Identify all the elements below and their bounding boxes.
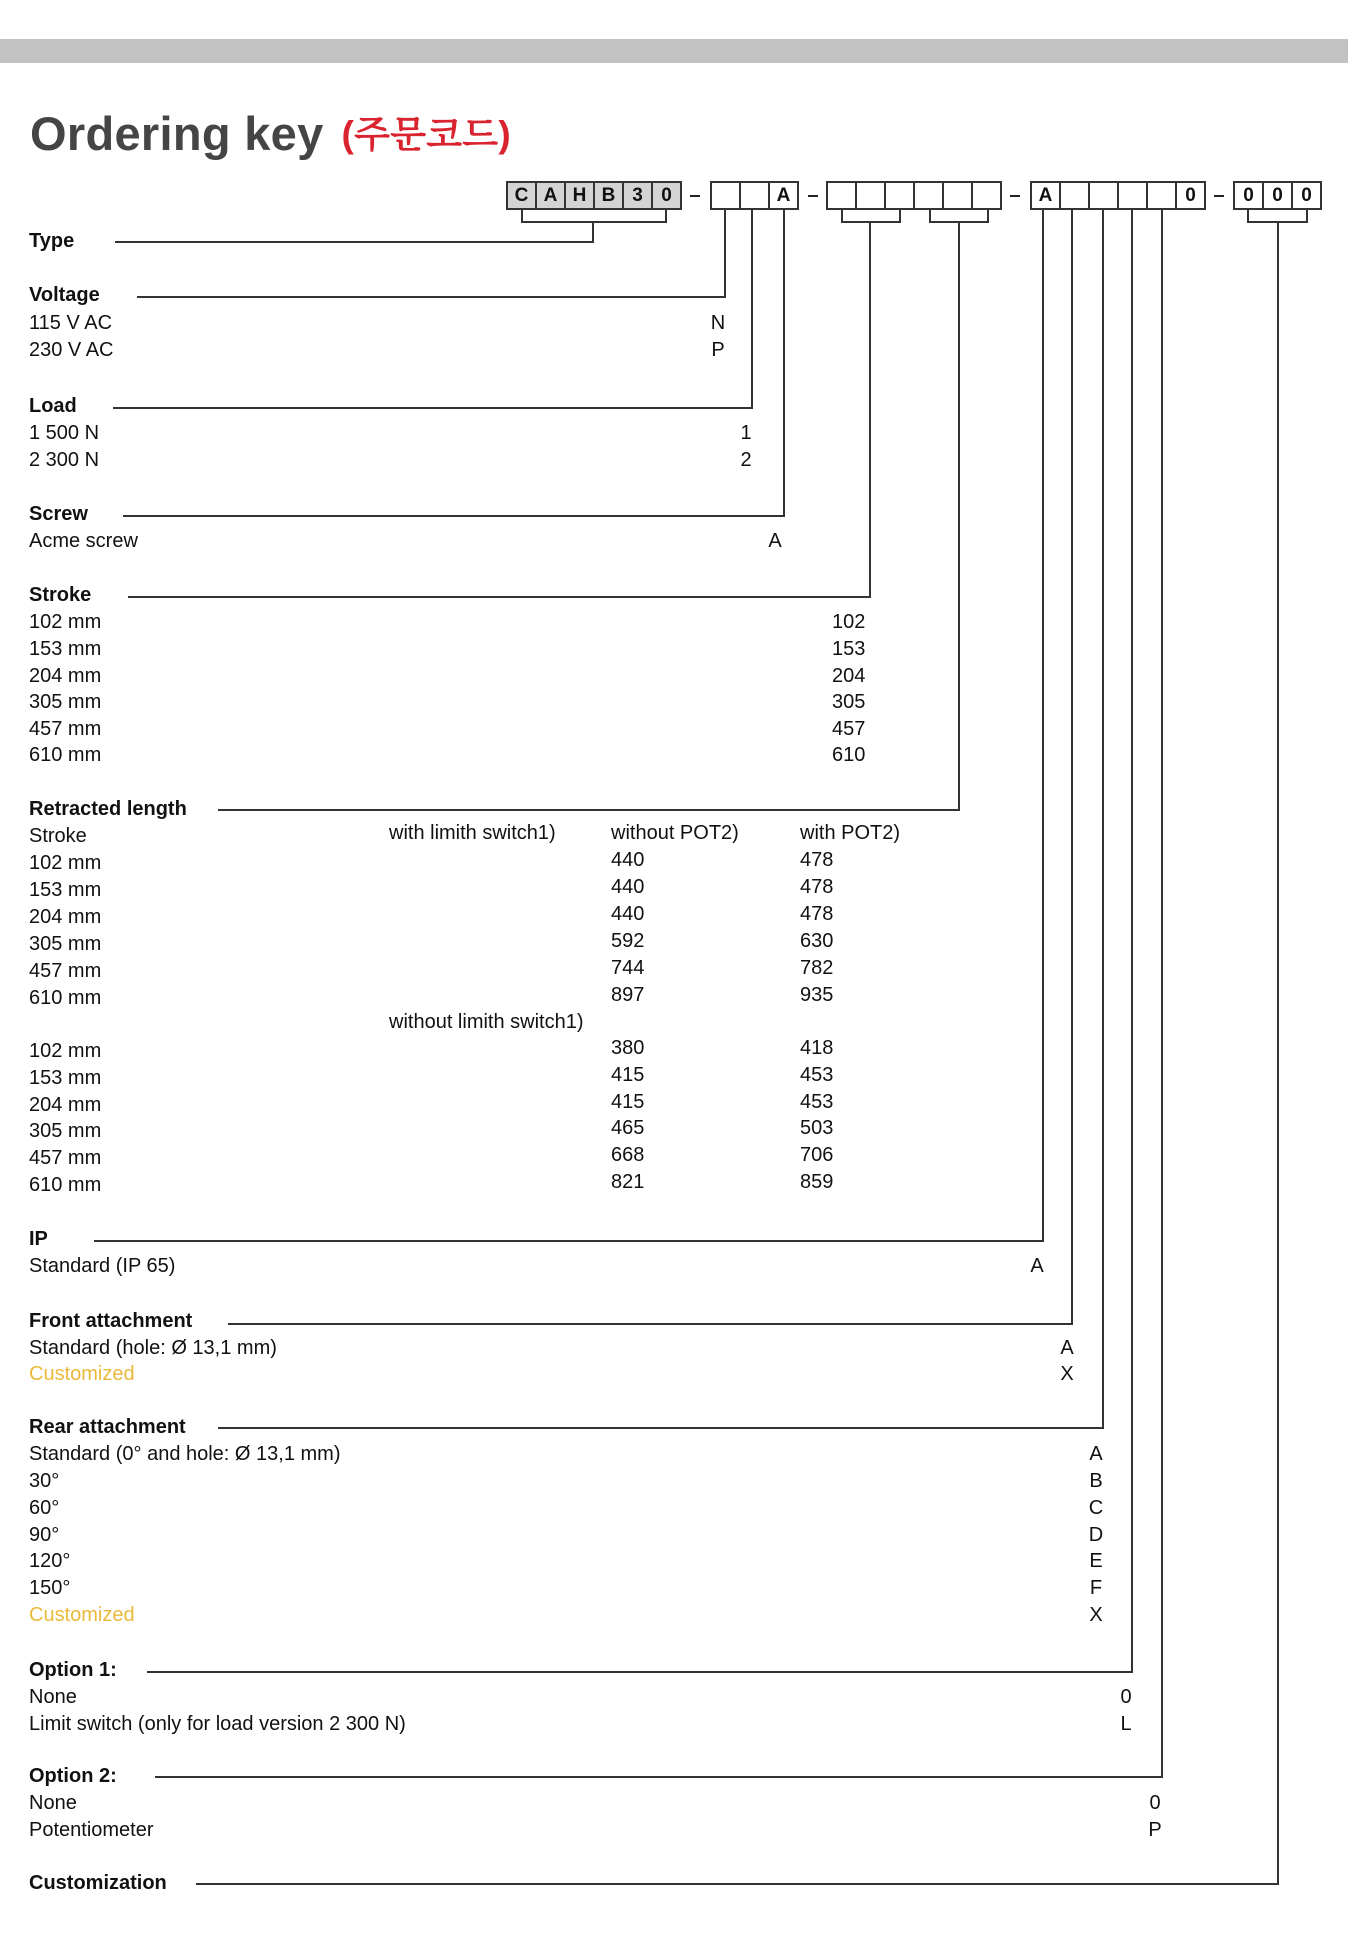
- section-label-ip: IP: [29, 1228, 48, 1250]
- leader-line-option1: [147, 1671, 1133, 1673]
- connector-line: [724, 210, 726, 298]
- table-cell: 418: [800, 1037, 834, 1059]
- option-code: A: [1030, 1255, 1044, 1277]
- option-code: 1: [740, 422, 752, 444]
- option-code: A: [768, 530, 782, 552]
- connector-line: [869, 221, 871, 598]
- option-text: 30°: [29, 1470, 60, 1492]
- connector-line: [1042, 210, 1044, 1242]
- code-group-5: [1233, 181, 1322, 210]
- table-header-with-limit: with limith switch1): [389, 822, 556, 844]
- title-main: Ordering key: [30, 107, 324, 160]
- code-group-type: [506, 181, 682, 210]
- leader-line-front: [228, 1323, 1073, 1325]
- option-text: Limit switch (only for load version 2 300 N): [29, 1713, 406, 1735]
- table-cell: 668: [611, 1144, 645, 1166]
- table-cell: 380: [611, 1037, 645, 1059]
- option-code: A: [1060, 1337, 1074, 1359]
- leader-line-option2: [155, 1776, 1163, 1778]
- section-label-voltage: Voltage: [29, 284, 100, 306]
- leader-line-customization: [196, 1883, 1279, 1885]
- section-label-customization: Customization: [29, 1872, 167, 1894]
- code-cell: B: [595, 183, 624, 208]
- code-cell: [828, 183, 857, 208]
- option-text: Standard (0° and hole: Ø 13,1 mm): [29, 1443, 341, 1465]
- option-code: 153: [832, 638, 866, 660]
- table-cell-stroke: 305 mm: [29, 1120, 102, 1142]
- code-separator: [1010, 195, 1020, 197]
- table-cell-stroke: 153 mm: [29, 879, 102, 901]
- section-label-retracted: Retracted length: [29, 798, 187, 820]
- table-cell: 478: [800, 849, 834, 871]
- option-code: 457: [832, 718, 866, 740]
- top-bar: [0, 39, 1348, 63]
- table-cell: 897: [611, 984, 645, 1006]
- table-header-with-pot: with POT2): [800, 822, 901, 844]
- leader-line-rear: [218, 1427, 1104, 1429]
- connector-line: [1131, 210, 1133, 1673]
- code-cell: [1061, 183, 1090, 208]
- connector-line: [1161, 210, 1163, 1778]
- leader-line-load: [113, 407, 753, 409]
- table-header-without-pot: without POT2): [611, 822, 739, 844]
- option-text: None: [29, 1792, 77, 1814]
- section-label-front: Front attachment: [29, 1310, 193, 1332]
- option-code: B: [1089, 1470, 1103, 1492]
- code-cell: 3: [624, 183, 653, 208]
- option-code: 2: [740, 449, 752, 471]
- option-code: E: [1089, 1550, 1103, 1572]
- option-code: 610: [832, 744, 866, 766]
- connector-line: [751, 210, 753, 409]
- option-code: P: [1148, 1819, 1162, 1841]
- option-text: 610 mm: [29, 744, 102, 766]
- option-code: 305: [832, 691, 866, 713]
- option-text: 2 300 N: [29, 449, 100, 471]
- code-cell: A: [1032, 183, 1061, 208]
- table-cell: 744: [611, 957, 645, 979]
- section-label-screw: Screw: [29, 503, 88, 525]
- code-group-4: [1030, 181, 1206, 210]
- table-cell-stroke: 102 mm: [29, 1040, 102, 1062]
- code-cell: [944, 183, 973, 208]
- code-cell: [973, 183, 1000, 208]
- leader-line-retracted: [218, 809, 960, 811]
- table-cell-stroke: 457 mm: [29, 1147, 102, 1169]
- option-text: 115 V AC: [29, 312, 113, 334]
- table-cell: 859: [800, 1171, 834, 1193]
- page-title: [30, 104, 511, 161]
- option-code: 0: [1149, 1792, 1161, 1814]
- option-text: Standard (IP 65): [29, 1255, 176, 1277]
- table-cell: 465: [611, 1117, 645, 1139]
- code-separator: [1214, 195, 1224, 197]
- connector-line: [783, 210, 785, 517]
- table-cell-stroke: 204 mm: [29, 906, 102, 928]
- table-cell: 706: [800, 1144, 834, 1166]
- connector-line: [1071, 210, 1073, 1325]
- code-cell: 0: [653, 183, 680, 208]
- code-cell: A: [776, 185, 791, 206]
- section-label-option1: Option 1:: [29, 1659, 117, 1681]
- option-code: L: [1120, 1713, 1132, 1735]
- code-cell: [1119, 183, 1148, 208]
- table-cell-stroke: 204 mm: [29, 1094, 102, 1116]
- code-cell: [886, 183, 915, 208]
- code-cell: [857, 183, 886, 208]
- code-cell: [712, 183, 741, 208]
- code-cell: 0: [1264, 183, 1293, 208]
- code-cell: [1148, 183, 1177, 208]
- table-cell: 440: [611, 849, 645, 871]
- table-cell: 440: [611, 903, 645, 925]
- title-korean: (주문코드): [341, 114, 511, 155]
- table-cell-stroke: 610 mm: [29, 1174, 102, 1196]
- code-cell: 0: [1235, 183, 1264, 208]
- bracket: [841, 221, 901, 223]
- table-cell-stroke: 153 mm: [29, 1067, 102, 1089]
- option-text: 120°: [29, 1550, 71, 1572]
- table-cell: 592: [611, 930, 645, 952]
- option-code: 0: [1120, 1686, 1132, 1708]
- option-text: Acme screw: [29, 530, 138, 552]
- leader-line-stroke: [128, 596, 871, 598]
- option-text: 90°: [29, 1524, 60, 1546]
- option-text: 102 mm: [29, 611, 102, 633]
- table-cell-stroke: 457 mm: [29, 960, 102, 982]
- table-cell: 453: [800, 1091, 834, 1113]
- leader-line-type: [115, 241, 594, 243]
- connector-line: [592, 221, 594, 243]
- option-code: P: [711, 339, 725, 361]
- section-label-type: Type: [29, 230, 75, 252]
- code-cell: [915, 183, 944, 208]
- option-text-customized: Customized: [29, 1604, 135, 1626]
- table-cell: 478: [800, 903, 834, 925]
- table-cell-stroke: 305 mm: [29, 933, 102, 955]
- option-code: A: [1089, 1443, 1103, 1465]
- option-text: 1 500 N: [29, 422, 100, 444]
- table-subheader-without-limit: without limith switch1): [389, 1011, 584, 1033]
- leader-line-screw: [123, 515, 785, 517]
- table-cell: 935: [800, 984, 834, 1006]
- table-cell: 440: [611, 876, 645, 898]
- option-code: 102: [832, 611, 866, 633]
- option-text: 457 mm: [29, 718, 102, 740]
- option-text: 230 V AC: [29, 339, 114, 361]
- code-cell: H: [566, 183, 595, 208]
- option-code: X: [1089, 1604, 1103, 1626]
- option-text-customized: Customized: [29, 1363, 135, 1385]
- connector-line: [958, 221, 960, 811]
- table-cell-stroke: 102 mm: [29, 852, 102, 874]
- option-text: 60°: [29, 1497, 60, 1519]
- code-cell: 0: [1301, 185, 1312, 206]
- code-cell: 0: [1185, 185, 1196, 206]
- option-text: 204 mm: [29, 665, 102, 687]
- option-text: None: [29, 1686, 77, 1708]
- option-text: Potentiometer: [29, 1819, 154, 1841]
- code-group-2: [710, 181, 799, 210]
- option-code: D: [1088, 1524, 1104, 1546]
- table-cell-stroke: 610 mm: [29, 987, 102, 1009]
- bracket: [521, 221, 667, 223]
- code-group-3: [826, 181, 1002, 210]
- section-label-option2: Option 2:: [29, 1765, 117, 1787]
- table-cell: 630: [800, 930, 834, 952]
- option-text: Standard (hole: Ø 13,1 mm): [29, 1337, 277, 1359]
- leader-line-voltage: [137, 296, 726, 298]
- option-code: C: [1088, 1497, 1104, 1519]
- section-label-stroke: Stroke: [29, 584, 92, 606]
- code-cell: A: [537, 183, 566, 208]
- table-cell: 415: [611, 1064, 645, 1086]
- option-text: 153 mm: [29, 638, 102, 660]
- table-cell: 782: [800, 957, 834, 979]
- option-code: 204: [832, 665, 866, 687]
- connector-line: [1277, 221, 1279, 1885]
- code-cell: [1090, 183, 1119, 208]
- section-label-load: Load: [29, 395, 77, 417]
- option-code: N: [710, 312, 726, 334]
- table-cell: 415: [611, 1091, 645, 1113]
- option-code: X: [1060, 1363, 1074, 1385]
- leader-line-ip: [94, 1240, 1044, 1242]
- option-text: 150°: [29, 1577, 71, 1599]
- table-cell: 453: [800, 1064, 834, 1086]
- code-cell: C: [508, 183, 537, 208]
- option-code: F: [1089, 1577, 1103, 1599]
- table-cell: 478: [800, 876, 834, 898]
- code-separator: [808, 195, 818, 197]
- table-cell: 821: [611, 1171, 645, 1193]
- section-label-rear: Rear attachment: [29, 1416, 186, 1438]
- code-cell: [741, 183, 770, 208]
- table-header-stroke: Stroke: [29, 825, 87, 847]
- connector-line: [1102, 210, 1104, 1429]
- code-separator: [690, 195, 700, 197]
- option-text: 305 mm: [29, 691, 102, 713]
- table-cell: 503: [800, 1117, 834, 1139]
